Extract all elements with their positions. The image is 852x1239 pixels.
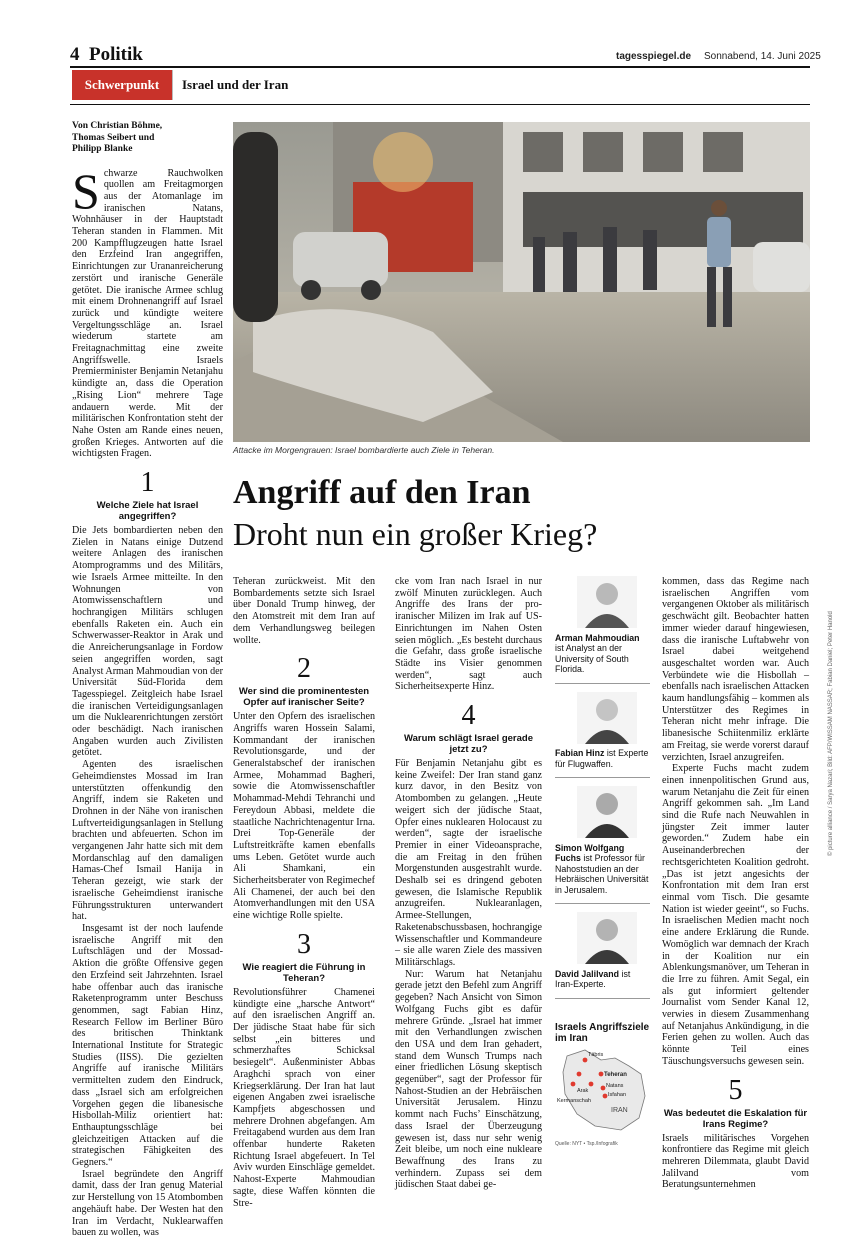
- expert-description: ist Analyst an der University of South Florida.: [555, 643, 629, 674]
- map-infographic: [555, 1022, 650, 1148]
- header-rule: [70, 66, 810, 68]
- author-line: Philipp Blanke: [72, 144, 133, 154]
- map-source: Quelle: NYT • Tsp./Infografik: [555, 1141, 618, 1147]
- body-paragraph: cke vom Iran nach Israel in nur zwölf Minuten zurücklegen. Auch Angriffe des Irans der pro-iranischer Milizen im Irak auf US-Einrichtungen im Nahen Osten seien möglich. „Es besteht durchaus die Gefahr, dass große israelische Städte ins Visier genommen werden“, sagt auch Sicherheitsexperte Hinz.: [395, 576, 542, 693]
- expert-name: Simon Wolfgang Fuchs: [555, 842, 625, 863]
- expert-name: David Jalilvand: [555, 968, 620, 979]
- expert-description: ist Experte für Flugwaffen.: [555, 748, 649, 769]
- target-marker: [601, 1086, 606, 1091]
- target-marker: [577, 1072, 582, 1077]
- section-number: 5: [728, 1074, 743, 1106]
- tag-divider: [172, 70, 173, 100]
- section-name: Politik: [89, 44, 143, 65]
- section-heading: Was bedeutet die Eskalation für Irans Regime?: [663, 1107, 808, 1130]
- expert-card: [555, 692, 650, 779]
- subheadline: Droht nun ein großer Krieg?: [233, 516, 598, 552]
- photo-credit: © picture alliance / Sarya Nazari; Bild: AFP/WISSAM NASSAR; Fabian Daniel; Peter Hanold: [828, 611, 834, 856]
- issue-date: Sonnabend, 14. Juni 2025: [704, 51, 821, 62]
- target-marker: [571, 1082, 576, 1087]
- body-paragraph: Für Benjamin Netanjahu gibt es keine Zweifel: Der Iran stand ganz kurz davor, in den Besitz von Atombomben zu gelangen. „Heute weigert sich der jüdische Staat, Opfer eines nuklearen Holocaust zu werden“, sagte der israelische Premier in einer Videoansprache, die am Freitag in den frühen Morgenstunden ausgestrahlt wurde. Deshalb sei es dringend geboten gewesen, die Islamische Republik anzugreifen. Nuklearanlagen, Armee-Stellungen, Raketenabschussbasen, hochrangige Wissenschaftler und Kommandeure – sie alle waren Ziele des massiven Militärschlags.: [395, 758, 542, 968]
- column-5: [662, 576, 809, 1191]
- lead-photo: [233, 122, 810, 442]
- expert-description: ist Iran-Experte.: [555, 968, 631, 989]
- target-marker: [599, 1072, 604, 1077]
- section-number: 1: [140, 467, 155, 499]
- site-name[interactable]: tagesspiegel.de: [616, 51, 692, 62]
- section-heading: Welche Ziele hat Israel angegriffen?: [96, 500, 199, 523]
- portrait-image: [577, 692, 637, 744]
- column-3: [395, 576, 542, 1191]
- drop-cap: S: [72, 162, 100, 219]
- section-heading: Wer sind die prominentesten Opfer auf iranischer Seite?: [238, 686, 370, 709]
- expert-name: Arman Mahmoudian: [555, 632, 640, 643]
- target-marker: [583, 1058, 588, 1063]
- target-marker: [603, 1094, 608, 1099]
- expert-card: [555, 786, 650, 904]
- intro-text: chwarze Rauchwolken quollen am Freitagmorgen aus der Atomanlage im iranischen Natans, Wohnhäuser in der Hauptstadt Teheran standen in Flammen. Mit 200 Kampfflugzeugen hatte Israel den Erzfeind Iran angegriffen, Einrichtungen zur Urananreicherung zerstört und iranische Generäle getötet. Die iranische Armee schlug mit einem Drohnenangriff auf Israel zurück und kündigte weitere Vergeltungsschläge an. Israel wiederum startete am Freitagnachmittag eine zweite Angriffswelle. Israels Premierminister Benjamin Netanjahu kündigte an, dass die Operation „Rising Lion“ mehrere Tage andauern werde. Mit der militärischen Konfrontation steht der Nahe Osten am Rande eines neuen, großen Krieges. Antworten auf die wichtigsten Fragen.: [72, 167, 223, 460]
- page-header: [70, 44, 143, 66]
- section-heading: Warum schlägt Israel gerade jetzt zu?: [403, 733, 533, 756]
- portrait-image: [577, 786, 637, 838]
- expert-description: ist Professor für Nahoststudien an der Hebräischen Universität in Jerusalem.: [555, 853, 649, 895]
- portrait-image: [577, 576, 637, 628]
- body-paragraph: Israels militärisches Vorgehen konfrontiere das Regime mit gleich mehreren Dilemmata, glaubt David Jalilvand vom Beratungsunternehmen: [662, 1132, 809, 1191]
- body-paragraph: Nur: Warum hat Netanjahu gerade jetzt den Befehl zum Angriff gegeben? Nach Ansicht von Simon Wolfgang Fuchs gibt es dafür mehrere Gründe. „Israel hat immer mit den Verhandlungen zwischen den USA und dem Iran gehadert, stand dem Wunsch Trumps nach einer friedlichen Lösung skeptisch gegenüber“, sagt der Professor für Nahost-Studien an der Hebräischen Universität Jerusalem. Hinzu kommt nach Fuchs’ Einschätzung, dass Israel der Überzeugung gewesen ist, dass nur sehr wenig Zeit bleibe, um noch eine nukleare Bewaffnung des Irans zu verhindern. Zupass sei dem jüdischen Staat dabei ge-: [395, 968, 542, 1191]
- expert-card: [555, 576, 650, 684]
- map-label-tabriz: Täbris: [588, 1052, 604, 1058]
- expert-sidebar: [555, 576, 650, 1007]
- map-label-natans: Natans: [606, 1083, 624, 1089]
- map-label-kermanschah: Kermanschah: [557, 1098, 591, 1104]
- column-1: [72, 121, 223, 1239]
- map-label-iran: IRAN: [611, 1107, 628, 1114]
- iran-map: [555, 1044, 650, 1136]
- body-paragraph: Revolutionsführer Chamenei kündigte eine „harsche Antwort“ auf den israelischen Angriff an. Der jüdische Staat habe für sich selbst „ein bitteres und schmerzhaftes Schicksal besiegelt“. Außenminister Abbas Araghchi sprach von einer Kriegserklärung. Der Iran hat laut eigenen Angaben zwei israelische Kampfjets abgeschossen und mehrere Drohnen abgefangen. Am Freitagabend wurden aus dem Iran offenbar hunderte Raketen Richtung Israel abgefeuert. In Tel Aviv wurden Einschläge gemeldet. Nahost-Experte Mahmoudian sagte, diese Waffen könnten die Stre-: [233, 986, 375, 1209]
- map-title: Israels Angriffsziele im Iran: [555, 1022, 650, 1044]
- body-paragraph: Israel begründete den Angriff damit, dass der Iran genug Material zur Herstellung von 15 Atombomben angehäuft habe. Der Westen hat den Iran im Verdacht, Nuklearwaffen bauen zu wollen, was: [72, 1168, 223, 1239]
- map-label-arak: Arak: [577, 1088, 589, 1094]
- section-tag: Schwerpunkt: [72, 70, 172, 100]
- author-line: Von Christian Böhme,: [72, 121, 163, 131]
- column-2: [233, 576, 375, 1209]
- rubric-title: Israel und der Iran: [182, 77, 289, 92]
- photo-caption: Attacke im Morgengrauen: Israel bombardierte auch Ziele in Teheran.: [233, 445, 495, 455]
- expert-card: [555, 912, 650, 999]
- headline: Angriff auf den Iran: [233, 474, 531, 511]
- author-line: Thomas Seibert und: [72, 132, 155, 143]
- body-paragraph: Experte Fuchs macht zudem einen innenpolitischen Grund aus, warum Netanjahu die Zeit für einen Angriff gekommen sah. „Im Land sind die Rufe nach Neuwahlen in jüngster Zeit immer lauter geworden.“ Zudem habe ein Auseinanderbrechen der rechtsgerichteten Koalition gedroht. „Das ist jetzt angesichts der Konfrontation mit dem Iran erst einmal vom Tisch. Die gesamte Nation ist wieder geeint“, so Fuchs. In israelischen Medien macht noch eine andere Erklärung die Runde. Womöglich war demnach der Krach in der Koalition nur ein Ablenkungsmanöver, um Teheran in die Irre zu führen. Amit Segal, ein als gut informiert geltender Journalist vom Sender Kanal 12, verwies in diesem Zusammenhang auf Netanjahus Ankündigung, in die Ferien gehen zu wollen. Auch das könnte Teil eines Täuschungsversuchs gewesen sein.: [662, 763, 809, 1067]
- body-paragraph: Teheran zurückweist. Mit den Bombardements setzte sich Israel über Donald Trump hinweg, der den Atomstreit mit dem Iran auf dem Verhandlungsweg beilegen wollte.: [233, 576, 375, 646]
- section-number: 4: [461, 700, 476, 732]
- body-paragraph: Insgesamt ist der noch laufende israelische Angriff mit den Luftschlägen und der Mossad-Aktion die größte Offensive gegen den Erzfeind seit Jahrzehnten. Israel habe offenbar auch das iranische Raketenprogramm unter Beschuss genommen, sagt Fabian Hinz, Research Fellow im Berliner Büro des britischen Thinktank International Institute for Strategic Studies (IISS). Die gezielten Angriffe auf iranische Militärs vermittelten zudem den Eindruck, dass „Israel sich am erfolgreichen Vorgehen gegen die libanesische Hisbollah-Miliz orientiert hat: Enthauptungsschläge bei gleichzeitigen Attacken auf die strategischen Fähigkeiten des Gegners.“: [72, 922, 223, 1169]
- expert-name: Fabian Hinz: [555, 748, 605, 758]
- section-number: 3: [297, 928, 311, 960]
- portrait-image: [577, 912, 637, 964]
- page-number: 4: [70, 44, 80, 65]
- street-scene-image: [233, 122, 810, 442]
- body-paragraph: Die Jets bombardierten neben den Zielen in Natans einige Dutzend weitere Anlagen des iranischen Atomprogramms und des Militärs, wie Israels Armee mitteilte. In den Wohnungen von Atomwissenschaftlern und hochrangigen Militärs schlugen ebenfalls Raketen ein. Auch ein Schwerwasser-Reaktor in Arak und die Anreicherungsanlage in Fordow seien angegriffen worden, sagt Analyst Arman Mahmoudian von der Universität Süd-Florida dem Tagesspiegel. Zeitgleich habe Israel die iranischen Verteidigungsanlagen um die Nuklearenrichtungen zerstört oder beschädigt. Nach iranischen Angaben wurden auch Zivilisten getötet.: [72, 525, 223, 759]
- section-number: 2: [297, 653, 311, 685]
- target-marker: [589, 1082, 594, 1087]
- section-heading: Wie reagiert die Führung in Teheran?: [242, 961, 366, 984]
- intro-paragraph: [72, 162, 223, 461]
- body-paragraph: Agenten des israelischen Geheimdienstes Mossad im Iran unterstützten offenkundig den Angriff, indem sie Raketen und Drohnen in der Nähe von iranischen Luftverteidigungsanlagen in Stellung brachten und abfeuerten. Schon im vergangenen Jahr hatte sich mit dem Mordanschlag auf den damaligen Hamas-Chef Ismail Hanija in Teheran gezeigt, wie stark der israelische Geheimdienst iranische Führungsstrukturen unterwandert hat.: [72, 759, 223, 923]
- body-paragraph: Unter den Opfern des israelischen Angriffs waren Hossein Salami, Kommandant der iranischen Revolutionsgarde, und der Generalstabschef der iranischen Armee, Mohammad Bagheri, sowie die Atomwissenschaftler Mohammad-Mehdi Tehranchi und Fereydoun Abbasi, meldete die staatliche Nachrichtenagentur Irna. Drei Top-Generäle der Luftstreitkräfte kamen ebenfalls ums Leben. Getötet wurde auch Ali Shamkani, ein Sicherheitsberater von Regimechef Ali Chamenei, der auch bei den Atomverhandlungen mit den USA eine wichtige Rolle spielte.: [233, 711, 375, 922]
- map-label-teheran: Teheran: [604, 1072, 627, 1078]
- body-paragraph: kommen, dass das Regime nach israelischen Angriffen vom vergangenen Oktober als militärisch geschwächt gilt. Beobachter hatten immer wieder darauf hingewiesen, dass die iranische Luftabwehr von Israel dabei weitgehend ausgeschaltet worden war. Auch Verbündete wie die Hisbollah – ebenfalls nach israelischen Attacken kaum handlungsfähig – kommen als Unterstützer des Regimes in Teheran nicht mehr infrage. Die libanesische Schiitenmiliz erklärte am Freitag, sie werde vorerst darauf verzichten, Israel anzugreifen.: [662, 576, 809, 763]
- header-bottom-rule: [70, 104, 810, 105]
- map-label-isfahan: Isfahan: [608, 1092, 627, 1098]
- byline: [72, 121, 223, 156]
